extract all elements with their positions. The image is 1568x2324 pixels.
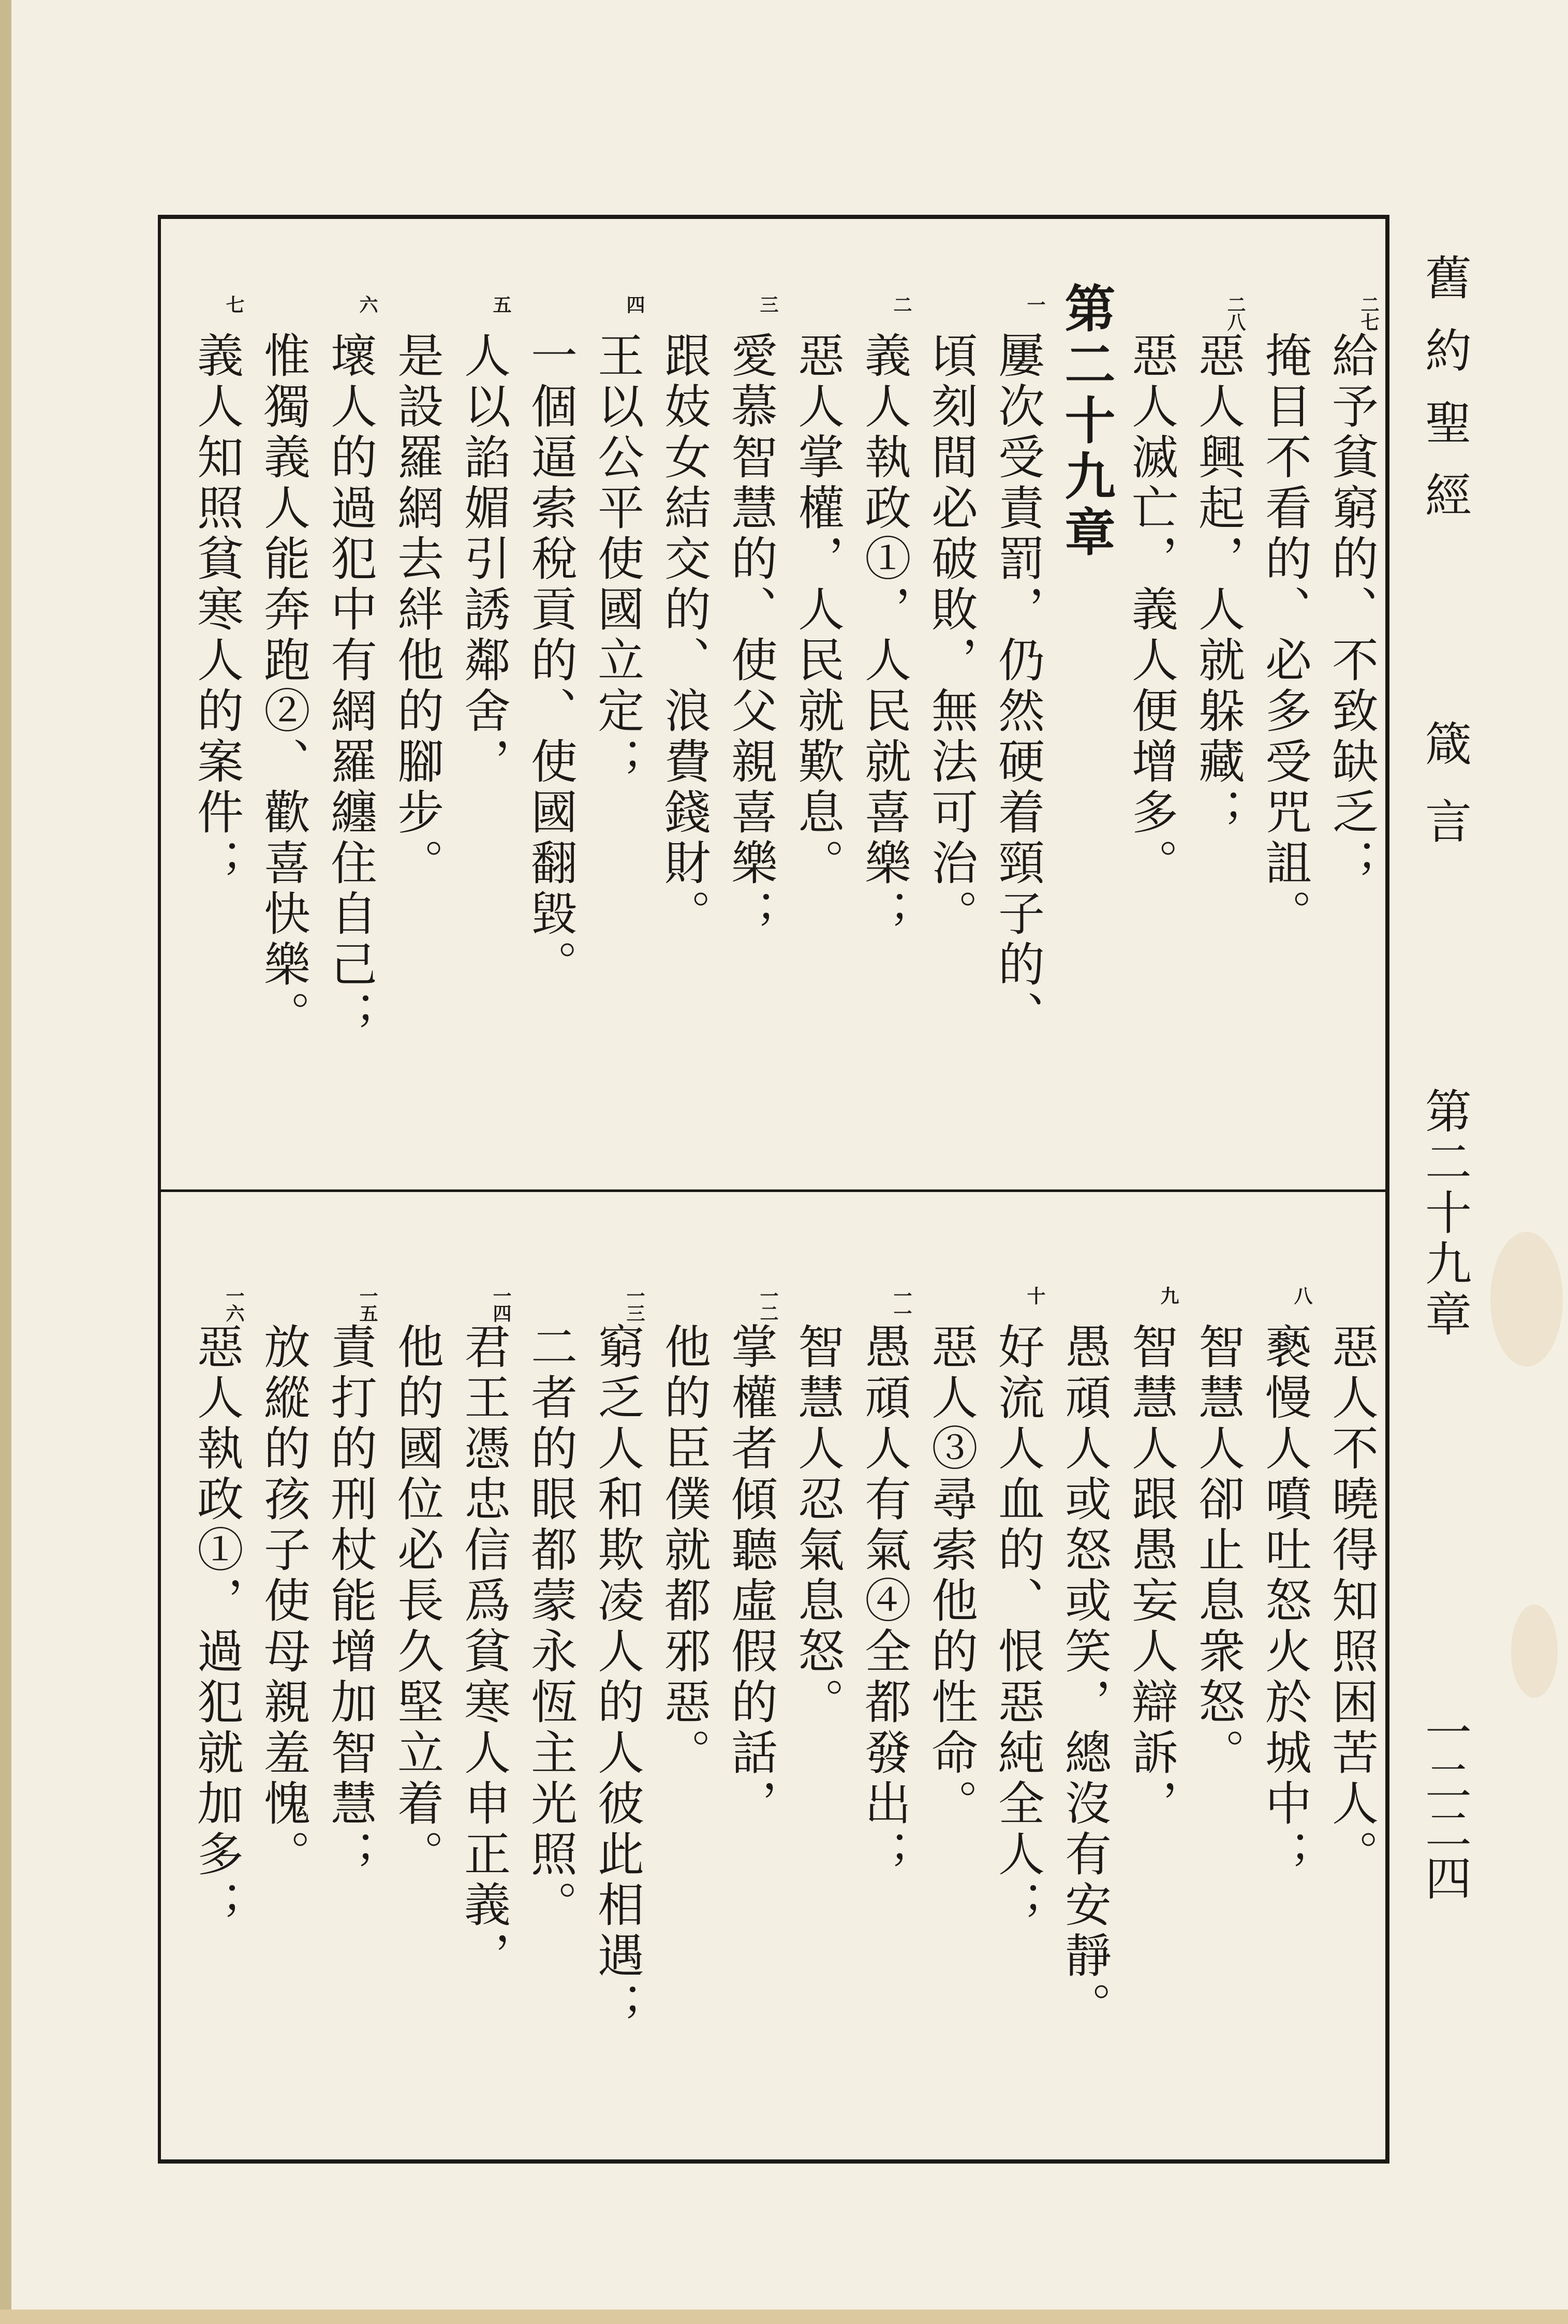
paper-stain: [1511, 1605, 1558, 1698]
verse-line: 放縱的孩子使母親羞愧。: [256, 1322, 310, 1880]
verse-line: 惡人掌權，人民就歎息。: [790, 331, 844, 889]
verse-number: 五: [490, 295, 512, 313]
verse-number: 六: [357, 295, 378, 313]
verse-number: 二: [891, 295, 912, 313]
verse-number: 一二: [757, 1286, 779, 1321]
verse-line: 智慧人卻止息衆怒。: [1190, 1322, 1245, 1779]
book-name: 箴言: [1417, 719, 1471, 875]
page-edge-bottom: [0, 2310, 1568, 2324]
verse-number: 七: [223, 295, 245, 313]
verse-line: 屢次受責罰，仍然硬着頸子的、: [990, 331, 1044, 1041]
verse-line: 他的臣僕就都邪惡。: [656, 1322, 711, 1779]
verse-number: 八: [1291, 1286, 1313, 1304]
verse-line: 頃刻間必破敗，無法可治。: [923, 331, 978, 940]
verse-number: 一五: [357, 1286, 378, 1321]
page-edge: [0, 0, 11, 2324]
verse-line: 他的國位必長久堅立着。: [389, 1322, 443, 1880]
book-title: 舊約聖經: [1417, 254, 1471, 543]
verse-number: 十: [1024, 1286, 1046, 1304]
verse-line: 跟妓女結交的、浪費錢財。: [656, 331, 711, 940]
verse-number: 一: [1024, 295, 1046, 313]
verse-line: 愚頑人有氣④全都發出；: [856, 1322, 911, 1880]
verse-line: 愚頑人或怒或笑，總沒有安靜。: [1057, 1322, 1111, 2033]
verse-number: 一一: [891, 1286, 912, 1321]
verse-number: 三: [757, 295, 779, 313]
section-divider: [158, 1189, 1389, 1192]
verse-line: 責打的刑杖能增加智慧；: [322, 1322, 377, 1880]
page-number: 一二二四: [1417, 1708, 1471, 1903]
verse-number: 一三: [624, 1286, 645, 1321]
verse-number: 一四: [490, 1286, 512, 1321]
verse-line: 王以公平使國立定；: [589, 331, 644, 788]
verse-line: 人以諂媚引誘鄰舍，: [456, 331, 510, 788]
verse-number: 九: [1158, 1286, 1179, 1304]
verse-line: 窮乏人和欺凌人的人彼此相遇；: [589, 1322, 644, 2033]
verse-line: 智慧人忍氣息怒。: [790, 1322, 844, 1728]
verse-line: 掩目不看的、必多受咒詛。: [1257, 331, 1311, 940]
paper-stain: [1490, 1232, 1563, 1366]
chapter-label: 第二十九章: [1417, 1087, 1471, 1341]
verse-line: 義人執政①，人民就喜樂；: [856, 331, 911, 940]
verse-line: 惡人不曉得知照困苦人。: [1324, 1322, 1378, 1880]
verse-number: 一六: [223, 1286, 245, 1321]
chapter-heading: 第二十九章: [1056, 282, 1116, 562]
verse-number: 二七: [1358, 295, 1380, 330]
verse-line: 二者的眼都蒙永恆主光照。: [523, 1322, 577, 1931]
verse-line: 惡人興起，人就躲藏；: [1190, 331, 1245, 839]
verse-number: 四: [624, 295, 645, 313]
verse-line: 惟獨義人能奔跑②、歡喜快樂。: [256, 331, 310, 1041]
verse-line: 智慧人跟愚妄人辯訴，: [1123, 1322, 1178, 1830]
verse-line: 惡人③尋索他的性命。: [923, 1322, 978, 1830]
verse-line: 惡人執政①，過犯就加多；: [189, 1322, 243, 1931]
verse-line: 一個逼索稅貢的、使國翻毀。: [523, 331, 577, 991]
verse-line: 掌權者傾聽虛假的話，: [723, 1322, 777, 1830]
verse-number: 二八: [1224, 295, 1246, 330]
verse-line: 給予貧窮的、不致缺乏；: [1324, 331, 1378, 889]
verse-line: 好流人血的、恨惡純全人；: [990, 1322, 1044, 1931]
verse-line: 惡人滅亡，義人便增多。: [1123, 331, 1178, 889]
verse-line: 壞人的過犯中有網羅纏住自己；: [322, 331, 377, 1041]
verse-line: 君王憑忠信爲貧寒人申正義，: [456, 1322, 510, 1982]
verse-line: 愛慕智慧的、使父親喜樂；: [723, 331, 777, 940]
verse-line: 義人知照貧寒人的案件；: [189, 331, 243, 889]
verse-line: 褻慢人噴吐怒火於城中；: [1257, 1322, 1311, 1880]
verse-line: 是設羅網去絆他的腳步。: [389, 331, 443, 889]
